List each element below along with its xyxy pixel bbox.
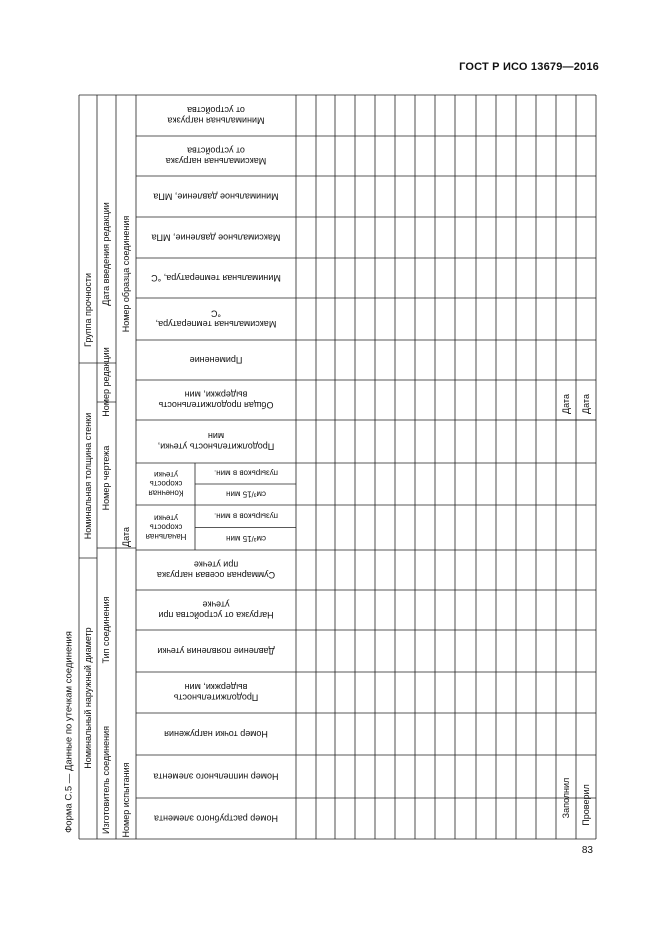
date-label-2: Дата: [581, 394, 592, 414]
field-strength-group: Группа прочности: [83, 272, 94, 348]
column-sub-label: пузырьков в мин.: [214, 468, 278, 478]
field-manufacturer: Изготовитель соединения: [101, 725, 112, 835]
column-label: Номер точки нагружения: [164, 728, 268, 739]
column-group-label: Начальнаяскоростьутечки: [145, 513, 187, 542]
field-revision-date: Дата введения редакции: [101, 202, 112, 306]
field-connection-type: Тип соединения: [101, 596, 112, 664]
column-label: Минимальная температура, °С: [151, 272, 281, 283]
page-number: 83: [581, 845, 593, 856]
field-date: Дата: [121, 527, 132, 547]
column-label: Номер раструбного элемента: [154, 813, 278, 824]
field-revision-number: Номер редакции: [101, 347, 112, 417]
date-label-1: Дата: [561, 394, 572, 414]
column-sub-label: см³/15 мин: [226, 533, 266, 543]
field-drawing-number: Номер чертежа: [101, 445, 112, 511]
column-sub-label: см³/15 мин: [226, 489, 266, 499]
checked-by-label: Проверил: [581, 784, 592, 826]
column-label: Минимальное давление, МПа: [153, 191, 279, 202]
column-label: Давление появления утечки: [157, 645, 275, 656]
column-sub-label: пузырьков в мин.: [214, 511, 278, 521]
field-nominal-diameter: Номинальный наружный диаметр: [83, 627, 94, 769]
document-standard-header: ГОСТ Р ИСО 13679—2016: [459, 61, 599, 73]
column-label: Номер ниппельного элемента: [153, 771, 279, 782]
column-label: Минимальная нагрузкаот устройства: [167, 105, 265, 126]
column-label: Нагрузка от устройства приутечке: [158, 599, 274, 621]
field-test-number: Номер испытания: [121, 762, 132, 838]
column-label: Максимальная нагрузкаот устройства: [165, 145, 267, 167]
field-sample-number: Номер образца соединения: [121, 215, 132, 333]
column-label: Продолжительностьвыдержки, мин: [173, 682, 259, 703]
column-label: Максимальное давление, МПа: [151, 232, 281, 243]
column-label: Максимальная температура,°С: [155, 308, 277, 330]
column-label: Общая продолжительностьвыдержки, мин: [158, 389, 274, 411]
column-label: Применение: [189, 354, 243, 365]
column-group-label: Конечнаяскоростьутечки: [148, 469, 184, 498]
column-label: Продолжительность утечки,мин: [157, 431, 275, 452]
column-label: Суммарная осевая нагрузкапри утечке: [156, 559, 276, 581]
form-caption: Форма С.5 — Данные по утечкам соединения: [63, 631, 75, 833]
field-wall-thickness: Номинальная толщина стенки: [83, 412, 94, 540]
filled-by-label: Заполнил: [561, 777, 572, 819]
